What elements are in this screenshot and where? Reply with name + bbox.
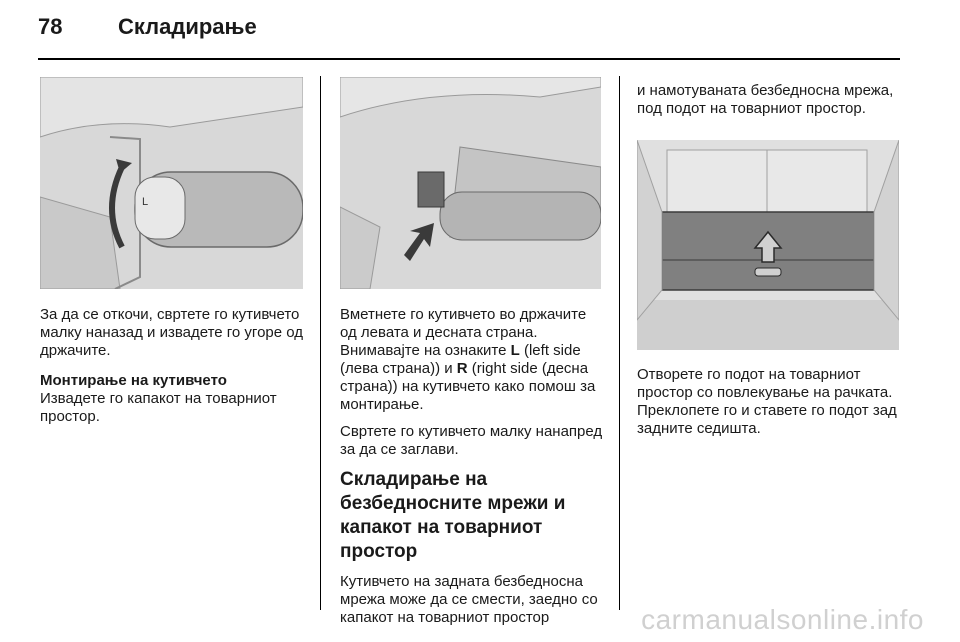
paragraph: Извадете го капакот на товарниот простор.: [40, 390, 277, 425]
paragraph: Отворете го подот на товарниот простор со повлекување на рачката. Преклопете го и ставете го подот зад задните седишта.: [637, 366, 897, 437]
paragraph: и намотуваната безбедносна мрежа, под подот на товарниот простор.: [637, 82, 894, 117]
figure-cassette-unlock: [40, 77, 303, 289]
text-run: (left side (лева страна)) и: [340, 342, 581, 377]
paragraph: За да се откочи, свртете го кутивчето малку наназад и извадете го угоре од држачите.: [40, 306, 304, 359]
text-run: (right side (десна страна)) на кутивчето како помош за монтирање.: [340, 360, 596, 413]
column-divider-1: [320, 76, 321, 610]
svg-text:L: L: [142, 196, 149, 208]
key-label-r: R: [456, 360, 468, 377]
figure-load-floor: [637, 140, 899, 350]
column-2: [340, 306, 606, 636]
paragraph: Кутивчето на задната безбедносна мрежа може да се смести, заедно со капакот на товарниот простор: [340, 573, 598, 626]
section-heading: Складирање на безбедносните мрежи и капакот на товарниот простор: [340, 469, 566, 562]
header-divider: [38, 58, 900, 60]
section-title: Складирање: [118, 14, 257, 39]
paragraph: Свртете го кутивчето малку нанапред за да се заглави.: [340, 423, 603, 458]
column-1: [40, 306, 308, 435]
column-3-bottom: [637, 366, 901, 447]
page-header: [38, 14, 257, 50]
figure-cassette-insert: [340, 77, 601, 289]
key-label-l: L: [510, 342, 520, 359]
page-number: 78: [38, 14, 63, 39]
column-divider-2: [619, 76, 620, 610]
watermark: carmanualsonline.info: [641, 604, 924, 635]
text-run: Вметнете го кутивчето во држачите од левата и десната страна. Внимавајте на ознаките: [340, 306, 587, 359]
column-3-top: [637, 82, 901, 127]
paragraph-insert: [340, 306, 606, 414]
subheading-mounting: Монтирање на кутивчето: [40, 372, 227, 389]
